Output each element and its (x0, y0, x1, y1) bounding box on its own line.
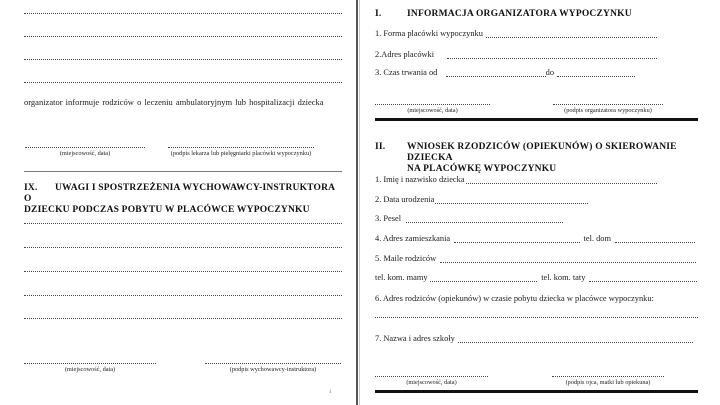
field-label: tel. kom. mamy (375, 273, 428, 282)
field-label: 5. Maile rodziców (375, 254, 437, 263)
dotted-fill-line (615, 242, 695, 243)
section-separator-rule (24, 171, 342, 172)
blank-write-line (24, 36, 342, 37)
dotted-fill-line (435, 203, 588, 204)
dotted-fill-line (406, 222, 563, 223)
medical-note-paragraph: organizator informuje rodziców o leczeniu ambulatoryjnym lub hospitalizacji dziecka (24, 97, 324, 107)
signature-dotted-line (25, 147, 145, 148)
signature-label: (miejscowość, data) (64, 366, 116, 373)
signature-block-parent (552, 376, 664, 386)
field-label: 6. Adres rodziców (opiekunów) w czasie pobytu dziecka w placówce wypoczynku: (375, 294, 654, 303)
dotted-fill-line (458, 342, 693, 343)
signature-block-organizer (553, 104, 663, 114)
signature-dotted-line (552, 376, 664, 377)
field-label: 1. Forma placówki wypoczynku (375, 29, 483, 38)
section-i-heading (375, 9, 698, 20)
blank-write-line (24, 271, 342, 272)
blank-write-line (24, 318, 342, 319)
field-label: 2.Adres placówki (375, 50, 435, 59)
dotted-fill-line (486, 37, 657, 38)
blank-write-line (24, 247, 342, 248)
field-row-emails (375, 253, 698, 264)
blank-write-line (24, 295, 342, 296)
field-row-form (375, 28, 698, 39)
field-row-birthdate (375, 194, 698, 205)
signature-block-place-date (375, 104, 490, 114)
right-page (375, 0, 698, 405)
signature-label: (miejscowość, data) (59, 150, 111, 157)
signature-label: (miejscowość, data) (406, 379, 457, 386)
blank-write-line (24, 59, 342, 60)
section-ix-heading (24, 183, 342, 216)
blank-write-line (375, 317, 698, 318)
signature-label: (podpis lekarza lub pielęgniarki placówki wypoczynku) (170, 150, 312, 157)
page-number: 4 (329, 390, 332, 395)
signature-dotted-line (205, 363, 341, 364)
left-page (24, 0, 342, 405)
field-row-phones (375, 272, 698, 283)
field-label: 1. Imię i nazwisko dziecka (375, 175, 465, 184)
page-fold-shadow (359, 0, 361, 405)
field-label: do (545, 68, 554, 77)
field-row-school (375, 333, 698, 344)
signature-label: (podpis wychowawcy-instruktora) (229, 366, 317, 373)
field-label: tel. kom. taty (541, 273, 586, 282)
section-number: I. (375, 9, 382, 19)
signature-label: (podpis ojca, matki lub opiekuna) (565, 379, 651, 386)
signature-block-place-date (24, 363, 156, 373)
field-row-home-address (375, 233, 698, 244)
blank-write-line (24, 82, 342, 83)
dotted-fill-line (466, 183, 657, 184)
dotted-fill-line (454, 242, 579, 243)
field-label: 4. Adres zamieszkania (375, 234, 451, 243)
signature-block-place-date (375, 376, 488, 386)
signature-label: (podpis organizatora wypoczynku) (564, 107, 652, 114)
field-row-address (375, 49, 698, 60)
dotted-fill-line (447, 58, 657, 59)
signature-dotted-line (375, 104, 490, 105)
dotted-fill-line (557, 76, 635, 77)
dotted-fill-line (440, 262, 696, 263)
section-title-line2: DZIECKU PODCZAS POBYTU W PLACÓWCE WYPOCZYNKU (24, 205, 310, 215)
signature-block-place-date (25, 147, 145, 157)
signature-label: (miejscowość, data) (407, 107, 458, 114)
field-label: tel. dom (583, 234, 611, 243)
page-bottom-rule-thick (375, 390, 698, 393)
section-number: IX. (24, 183, 38, 193)
section-separator-rule-thick (375, 118, 698, 121)
section-number: II. (375, 142, 386, 152)
blank-write-line (24, 13, 342, 14)
blank-write-line (24, 223, 342, 224)
field-row-duration (375, 67, 698, 78)
signature-dotted-line (168, 147, 314, 148)
dotted-fill-line (446, 76, 545, 77)
field-label: 3. Pesel (375, 214, 402, 223)
dotted-fill-line (430, 281, 538, 282)
signature-dotted-line (375, 376, 488, 377)
section-ii-heading (375, 142, 698, 175)
signature-block-instructor (205, 363, 341, 373)
field-row-parents-address (375, 293, 698, 304)
field-label: 3. Czas trwania od (375, 68, 438, 77)
section-title (375, 142, 698, 175)
dotted-fill-line (589, 281, 697, 282)
field-label: 7. Nazwa i adres szkoły (375, 334, 455, 343)
signature-dotted-line (24, 363, 156, 364)
section-title-line2: NA PLACÓWKĘ WYPOCZYNKU (407, 164, 557, 174)
section-title-line1: UWAGI I SPOSTRZEŻENIA WYCHOWAWCY-INSTRUKTORA O (24, 183, 335, 204)
signature-dotted-line (553, 104, 663, 105)
field-row-child-name (375, 174, 698, 185)
field-label: 2. Data urodzenia (375, 195, 435, 204)
section-title: INFORMACJA ORGANIZATORA WYPOCZYNKU (407, 9, 632, 19)
section-title-line1: WNIOSEK RZODZICÓW (OPIEKUNÓW) O SKIEROWANIE DZIECKA (407, 142, 677, 163)
signature-block-medic (168, 147, 314, 157)
field-row-pesel (375, 213, 698, 224)
